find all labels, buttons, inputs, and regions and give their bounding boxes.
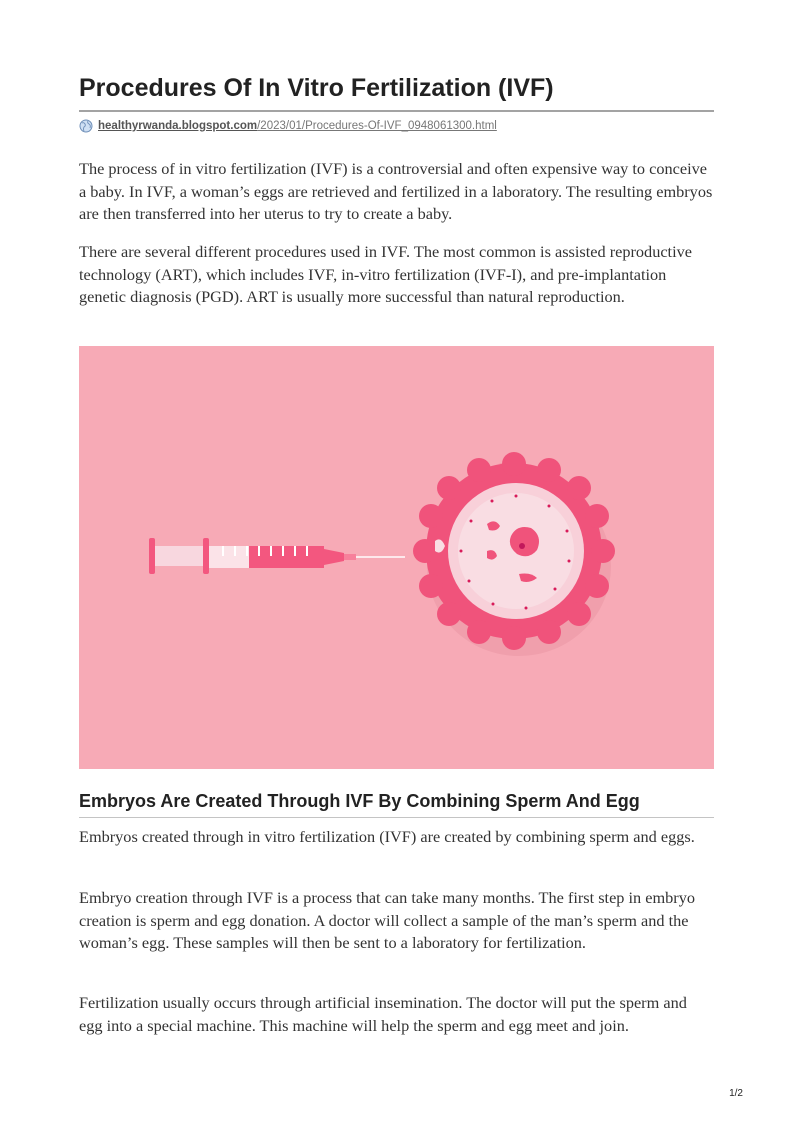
hero-image	[79, 346, 714, 769]
section-paragraph-2: Embryo creation through IVF is a process that can take many months. The first step in embryo creation is sperm and egg donation. A doctor will collect a sample of the man’s sperm and the woman’s egg. These samples will then be sent to a laboratory for fertilization.	[79, 888, 695, 953]
source-domain[interactable]: healthyrwanda.blogspot.com	[98, 120, 258, 132]
source-link[interactable]	[79, 118, 497, 134]
intro-paragraph-1: The process of in vitro fertilization (IVF) is a controversial and often expensive way to conceive a baby. In IVF, a woman’s eggs are retrieved and fertilized in a laboratory. The resulting embryos are then transferred into her uterus to try to create a baby.	[79, 159, 713, 224]
section-divider	[79, 817, 714, 818]
section-paragraph-3: Fertilization usually occurs through artificial insemination. The doctor will put the sperm and egg into a special machine. This machine will help the sperm and egg meet and join.	[79, 993, 687, 1035]
intro-paragraph-2: There are several different procedures used in IVF. The most common is assisted reproductive technology (ART), which includes IVF, in-vitro fertilization (IVF-I), and pre-implantation genetic diagnosis (PGD). ART is usually more successful than natural reproduction.	[79, 242, 692, 307]
syringe-and-egg-illustration	[79, 346, 714, 769]
page-title: Procedures Of In Vitro Fertilization (IVF)	[79, 74, 554, 102]
page-indicator: 1/2	[729, 1088, 743, 1099]
source-path[interactable]: /2023/01/Procedures-Of-IVF_0948061300.html	[257, 120, 497, 132]
globe-icon	[79, 119, 93, 133]
section-heading: Embryos Are Created Through IVF By Combining Sperm And Egg	[79, 791, 640, 811]
title-divider	[79, 110, 714, 112]
section-paragraph-1: Embryos created through in vitro fertilization (IVF) are created by combining sperm and eggs.	[79, 827, 695, 846]
